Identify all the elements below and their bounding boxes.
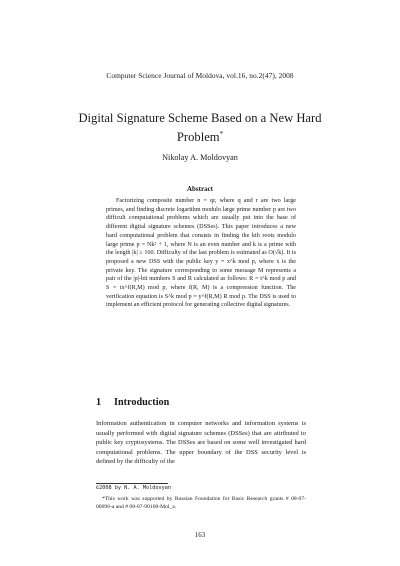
footnote-text: *This work was supported by Russian Foundation for Basic Research grants # 08-07-00096-a and # 08-07-90100-Mol_a.: [96, 496, 306, 510]
running-head: Computer Science Journal of Moldova, vol.16, no.2(47), 2008: [106, 71, 294, 80]
section-number: 1: [96, 397, 102, 408]
section-heading: [96, 397, 169, 408]
abstract-text: Factorizing composite number n = qr, where q and r are two large primes, and finding discrete logarithm modulo large prime number p are two difficult computational problems which are usually put into the base of different digital signature schemes (DSSes). This paper introduces a new hard computational problem that consists in finding the kth roots modulo large prime p = Nk² + 1, where N is an even number and k is a prime with the length |k| ≥ 160. Difficulty of the last problem is estimated as O(√k). It is proposed a new DSS with the public key y = x^k mod p, where x is the private key. The signature corresponding to some message M represents a pair of the |p|-bit numbers S and R calculated as follows: R = t^k mod p and S = tx^f(R,M) mod p, where f(R, M) is a compression function. The verification equation is S^k mod p = y^f(R,M) R mod p. The DSS is used to implement an efficient protocol for generating collective digital signatures.: [106, 198, 296, 309]
abstract: [106, 197, 296, 310]
paper-title-text: Digital Signature Scheme Based on a New Hard Problem: [78, 111, 322, 145]
page-number: 163: [194, 532, 206, 539]
body-text: [96, 419, 306, 467]
section-title: Introduction: [114, 397, 170, 408]
copyright-notice: ©2008 by N. A. Moldovyan: [96, 485, 171, 491]
footnote-rule: [96, 483, 168, 484]
author-name: Nikolay A. Moldovyan: [162, 153, 238, 162]
body-paragraph: Information authentication in computer networks and information systems is usually performed with digital signature schemes (DSSes) that are attributed to public key cryptosystems. The DSSes are based on some well investigated hard computational problems. The upper boundary of the DSS security level is defined by the difficulty of the: [96, 420, 306, 466]
paper-title: [60, 110, 340, 145]
footnote: [96, 495, 306, 511]
abstract-heading: Abstract: [186, 185, 214, 193]
title-footnote-mark: *: [219, 130, 224, 138]
